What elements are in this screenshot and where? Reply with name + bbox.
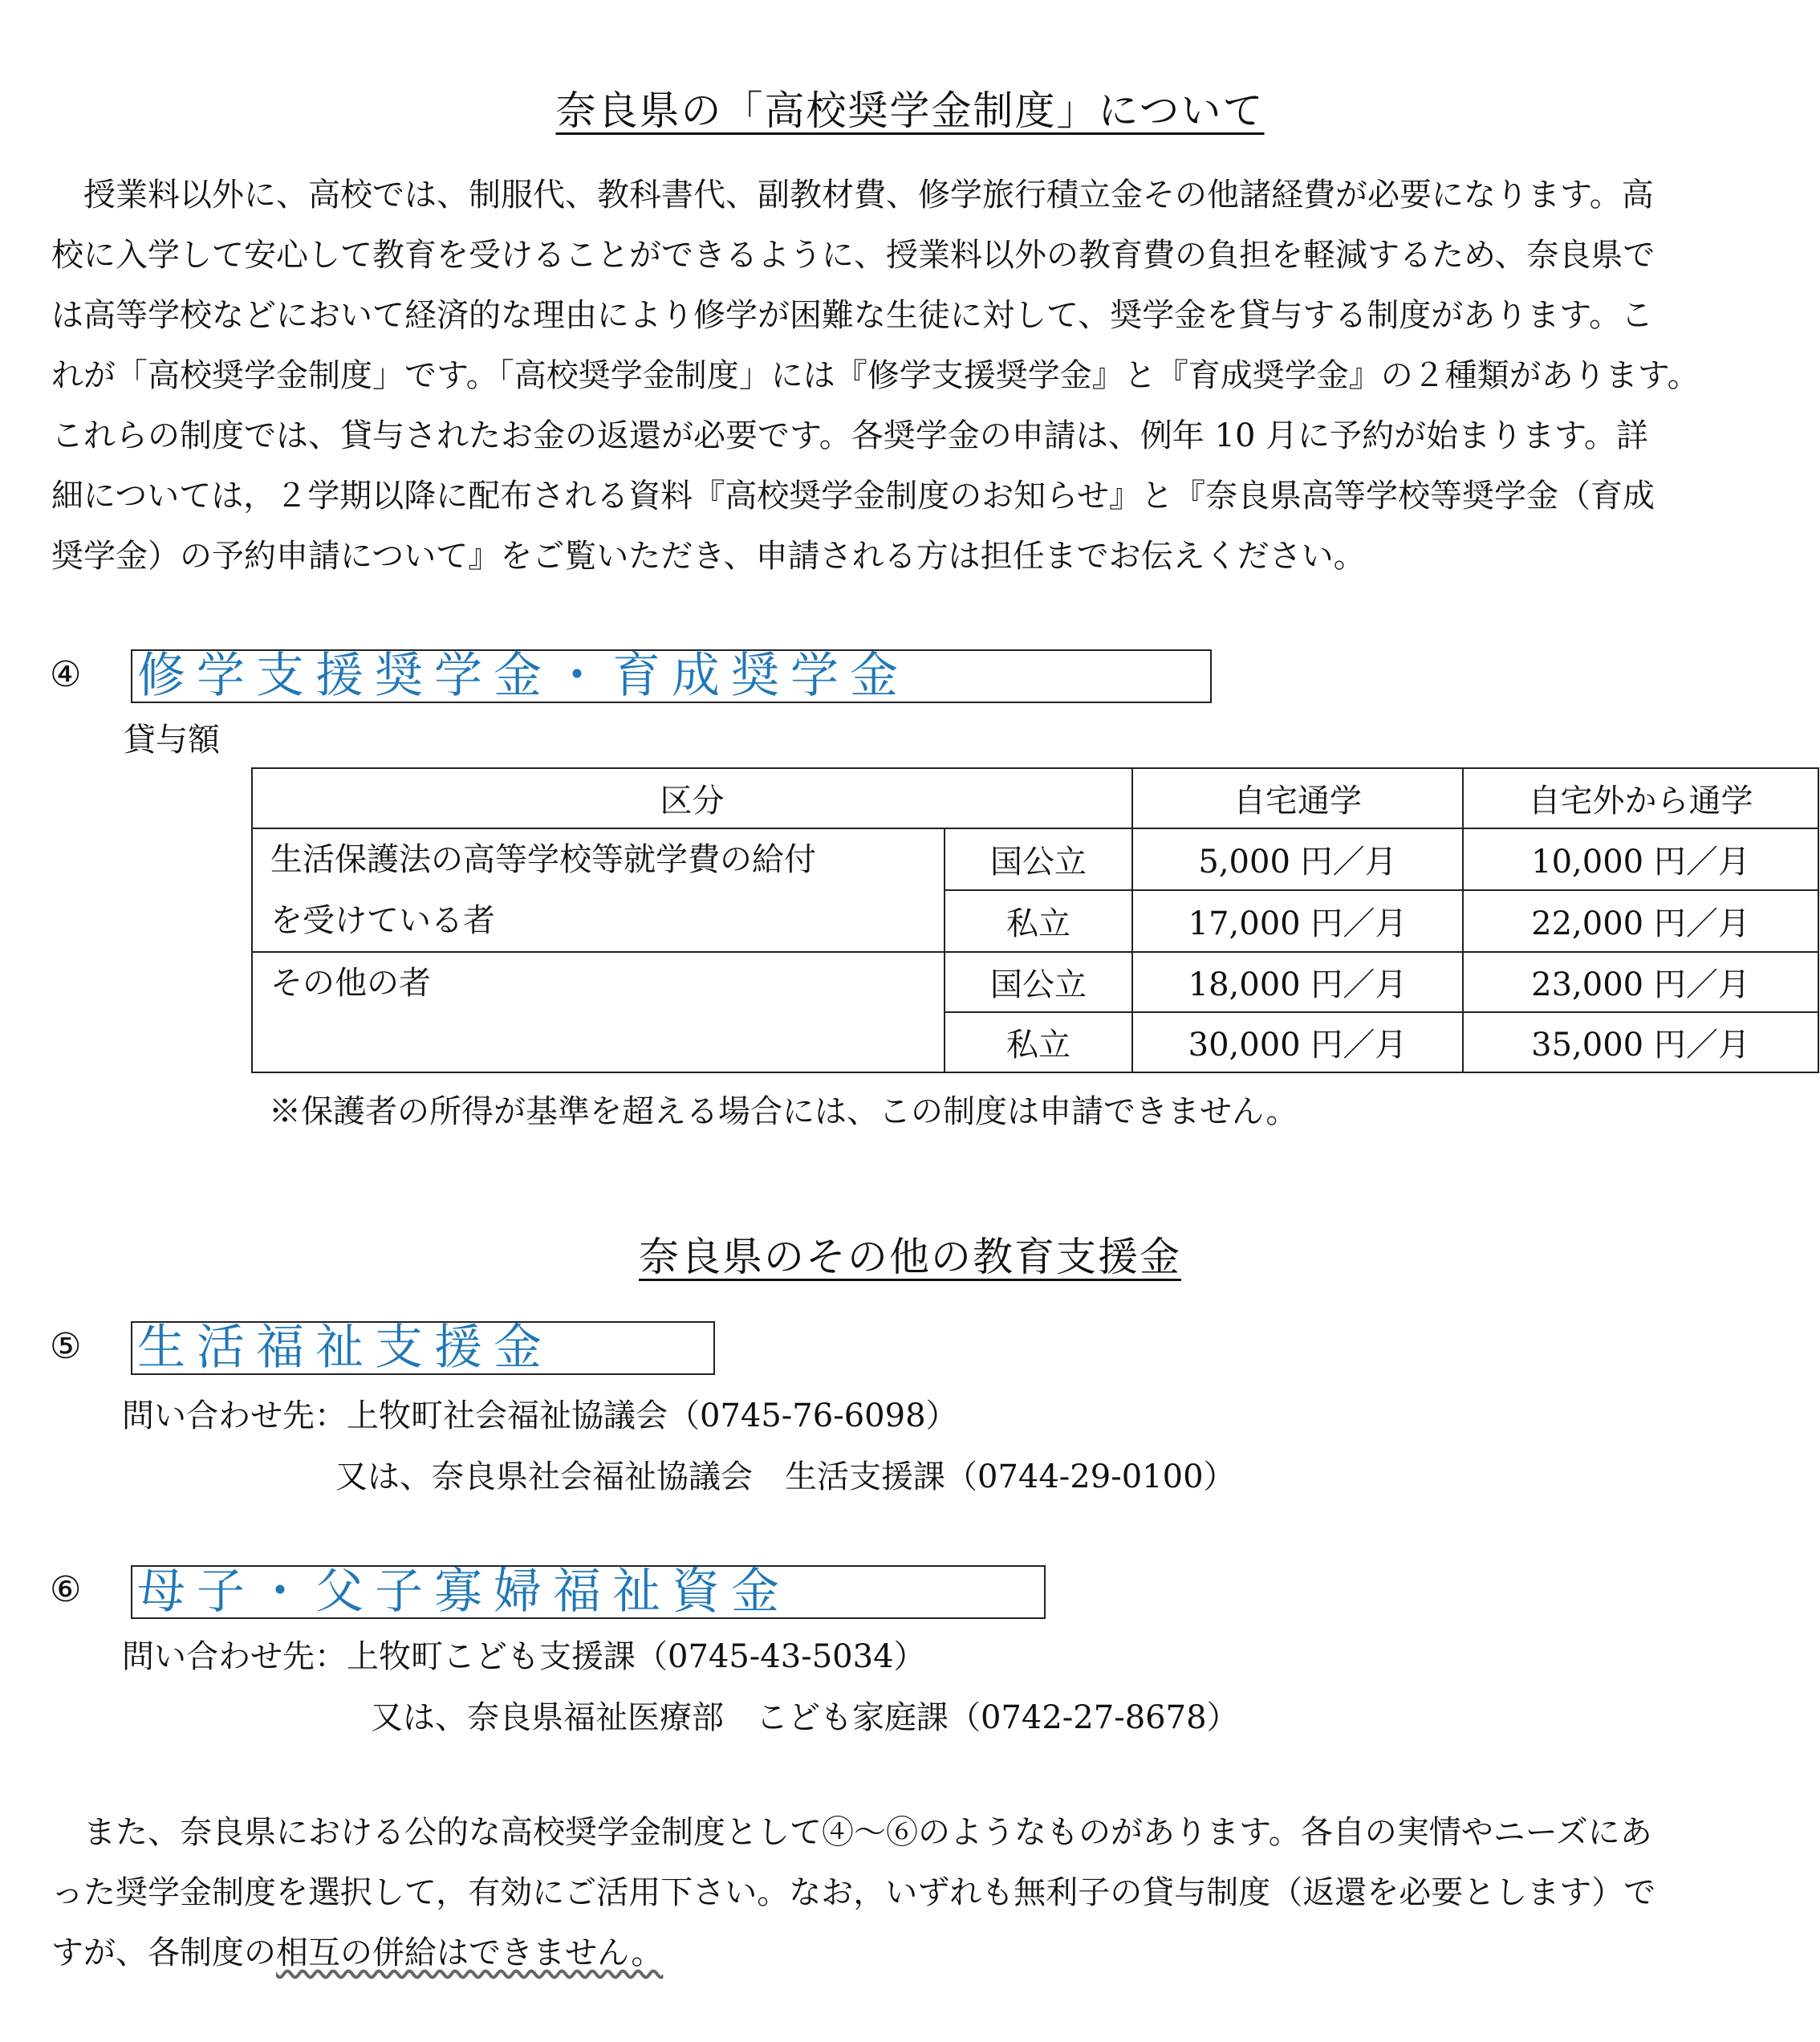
intro-line: 奨学金）の予約申請について』をご覧いただき、申請される方は担任までお伝えください。 [51, 538, 1366, 575]
school-type: 国公立 [945, 952, 1132, 1012]
header-away: 自宅外から通学 [1463, 768, 1818, 828]
item4-heading-box: 修学支援奨学金・育成奨学金 [131, 649, 1212, 703]
school-type: 国公立 [945, 828, 1132, 890]
closing-line: った奨学金制度を選択して，有効にご活用下さい。なお，いずれも無利子の貸与制度（返還を必要とします）で [51, 1874, 1656, 1911]
amount-away: 10,000 円／月 [1463, 828, 1818, 890]
closing-line: また、奈良県における公的な高校奨学金制度として④～⑥のようなものがあります。各自の実情やニーズにあ [51, 1814, 1652, 1851]
header-category: 区分 [252, 768, 1132, 828]
item5-contact-alt: 又は、奈良県社会福祉協議会 生活支援課（0744-29-0100） [335, 1458, 1236, 1495]
item6-contact-alt: 又は、奈良県福祉医療部 こども家庭課（0742-27-8678） [371, 1699, 1239, 1736]
loan-amount-label: 貸与額 [124, 722, 220, 759]
intro-paragraph [51, 165, 1793, 587]
group-name-line: 生活保護法の高等学校等就学費の給付 [270, 841, 816, 878]
closing-line [51, 1923, 1793, 1983]
header-home: 自宅通学 [1132, 768, 1463, 828]
intro-line: は高等学校などにおいて経済的な理由により修学が困難な生徒に対して、奨学金を貸与する制度があります。こ [51, 297, 1653, 334]
section-title [0, 1225, 1820, 1283]
item4-number: ④ [50, 654, 82, 695]
intro-line: 細については，２学期以降に配布される資料『高校奨学金制度のお知らせ』と『奈良県高等学校等奨学金（育成 [51, 478, 1655, 515]
table-row [252, 828, 1818, 890]
amount-home: 5,000 円／月 [1132, 828, 1463, 890]
school-type: 私立 [945, 1012, 1132, 1072]
amount-home: 18,000 円／月 [1132, 952, 1463, 1012]
amount-home: 17,000 円／月 [1132, 890, 1463, 952]
page-title [0, 79, 1820, 136]
amount-away: 35,000 円／月 [1463, 1012, 1818, 1072]
item5-number: ⑤ [50, 1326, 82, 1367]
group-name-line: その他の者 [270, 965, 431, 1002]
intro-line: これらの制度では、貸与されたお金の返還が必要です。各奨学金の申請は、例年 10 月に予約が始まります。詳 [51, 417, 1648, 454]
table-header-row [252, 768, 1818, 828]
item6-heading-box: 母子・父子寡婦福祉資金 [131, 1565, 1046, 1619]
group-name-welfare [252, 828, 945, 952]
intro-line: 校に入学して安心して教育を受けることができるように、授業料以外の教育費の負担を軽減するため、奈良県で [51, 237, 1655, 274]
income-note: ※保護者の所得が基準を超える場合には、この制度は申請できません。 [269, 1093, 1298, 1130]
item5-contact: 問い合わせ先：上牧町社会福祉協議会（0745-76-6098） [122, 1397, 958, 1434]
amount-home: 30,000 円／月 [1132, 1012, 1463, 1072]
item5-heading-box: 生活福祉支援金 [131, 1321, 715, 1375]
item6-number: ⑥ [50, 1569, 82, 1610]
page-title-text: 奈良県の「高校奨学金制度」について [555, 87, 1265, 134]
table-row [252, 952, 1818, 1012]
closing-paragraph [51, 1803, 1793, 1983]
amount-away: 22,000 円／月 [1463, 890, 1818, 952]
item6-contact: 問い合わせ先：上牧町こども支援課（0745-43-5034） [122, 1638, 926, 1675]
amount-away: 23,000 円／月 [1463, 952, 1818, 1012]
closing-line-prefix: すが、各制度の [51, 1934, 276, 1971]
intro-line: れが「高校奨学金制度」です。「高校奨学金制度」には『修学支援奨学金』と『育成奨学金』の２種類があります。 [51, 357, 1700, 394]
school-type: 私立 [945, 890, 1132, 952]
section-title-text: 奈良県のその他の教育支援金 [639, 1234, 1181, 1280]
group-name-other [252, 952, 945, 1072]
closing-emphasis: 相互の併給はできません。 [276, 1934, 664, 1971]
loan-amount-table [251, 767, 1819, 1073]
group-name-line: を受けている者 [270, 902, 495, 939]
intro-line: 授業料以外に、高校では、制服代、教科書代、副教材費、修学旅行積立金その他諸経費が必要になります。高 [51, 177, 1654, 214]
